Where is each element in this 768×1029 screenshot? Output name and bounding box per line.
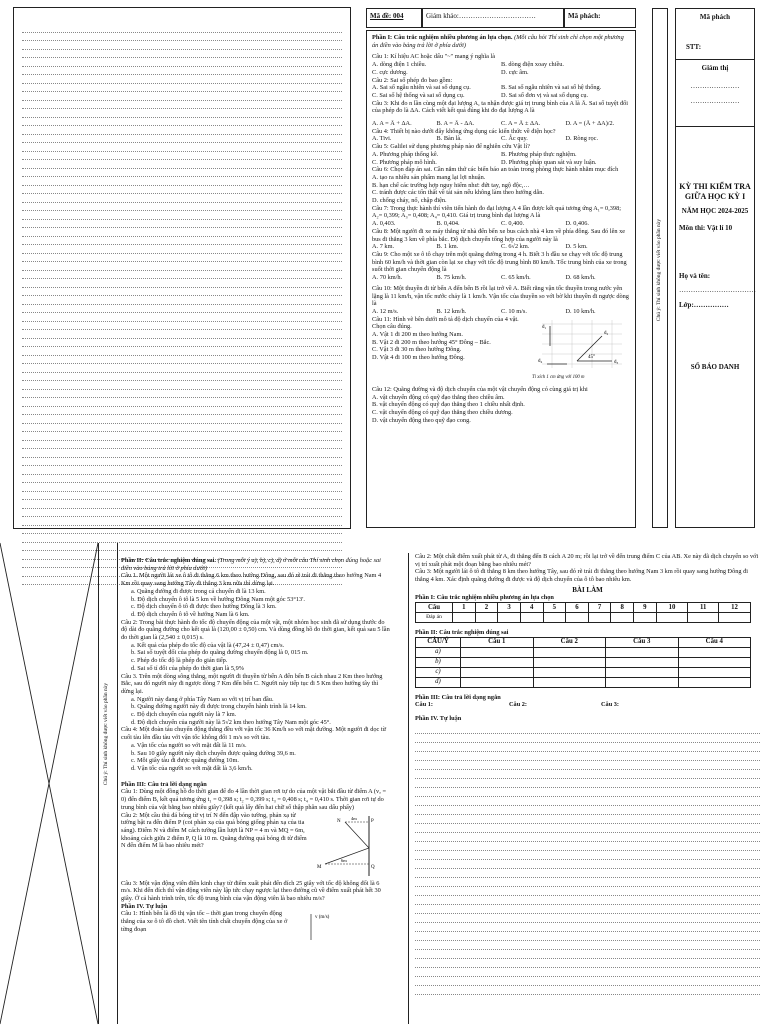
p2-q4-c: c. Mỗi giây tàu đi được quãng đường 10m.: [131, 757, 239, 765]
essay-line[interactable]: [415, 887, 760, 896]
p2-question-2: Câu 2: Trong bài thực hành đo tốc độ chuyển động của một vật, một nhóm học sinh đã sử dụng thước đo độ dài đo quãng đường cho kết quả là (120,00 ± 0,50) cm. Và dùng đồng hồ đo thời gian, kết quả sau 5 lần đo thời gian là (2,540 ± 0,015) s.: [121, 618, 390, 642]
p2-answer-cell[interactable]: [533, 657, 606, 667]
left-side-note: Chú ý: Thí sinh không được viết vào phần này: [103, 683, 109, 786]
writing-line[interactable]: [22, 364, 342, 373]
essay-line[interactable]: [415, 869, 760, 878]
essay-line[interactable]: [415, 761, 760, 770]
question-11: Câu 11: Hình vẽ bên dưới mô tả độ dịch chuyển của 4 vật. Chọn câu đúng.: [372, 315, 519, 331]
q4-option-d: D. Ròng rọc.: [565, 135, 599, 143]
writing-line[interactable]: [22, 483, 342, 492]
question-3: Câu 3: Khi đo n lần cùng một đại lượng A, ta nhận được giá trị trung bình của A là Ā. Sai số tuyệt đối của phép đo là ΔA. Cách viết kết quả đúng khi đo đại lượng A là: [372, 99, 629, 115]
q11-option-c: C. Vật 3 đi 30 m theo hướng Đông.: [372, 346, 462, 354]
writing-line[interactable]: [22, 415, 342, 424]
writing-line[interactable]: [22, 211, 342, 220]
q7-option-b: B. 0,404.: [436, 220, 460, 228]
p2-table-head: Câu 3: [606, 637, 679, 647]
name-dots: ……………………………: [679, 286, 756, 295]
p4-question-3: Câu 3: Một người lái ô tô đi thẳng 8 km theo hướng Tây, sau đó rẽ trái đi thẳng theo hướng Nam 3 km rồi quay sang hướng Đông đi thẳng 4 km. Xác định quãng đường đi được và độ dịch chuyển của ô tô bao nhiêu km.: [415, 568, 749, 584]
question-7: Câu 7: Trong thực hành thí viên tiến hành đo đại lượng A 4 lần được kết quả tương ứng A₁= 0,398; A₂= 0,399; A₃= 0,408; A₄= 0,410. Giá trị trung bình đại lượng A là: [372, 204, 621, 220]
answer-sheet: [408, 553, 760, 1024]
q2-option-c: C. Sai số hệ thống và sai số dụng cụ.: [372, 91, 465, 99]
writing-line[interactable]: [22, 381, 342, 390]
q2-option-d: D. Sai số đơn vị và sai số dụng cụ.: [501, 91, 589, 99]
writing-line[interactable]: [22, 339, 342, 348]
essay-line[interactable]: [415, 815, 760, 824]
q3-option-d: D. A = (Ā + ΔA)/2.: [565, 120, 615, 128]
p2-question-1: Câu 1. Một người lái xe ô tô đi thẳng 6 km theo hướng Đông, sau đó rẽ trái đi thẳng theo hướng Nam 4 Km rồi quay sang hướng Tây đi thẳng 3 km nữa thì dừng lại.: [121, 572, 382, 588]
p2-answer-cell[interactable]: [461, 667, 534, 677]
sheet-part4-title: Phần IV. Tự luận: [415, 715, 462, 723]
p2-table-row: [416, 677, 751, 687]
exam-header: [366, 8, 636, 28]
writing-line[interactable]: [22, 390, 342, 399]
p2-row-label: a): [416, 647, 461, 657]
writing-line[interactable]: [22, 118, 342, 127]
p2-q2-d: d. Sai số tỉ đối của phép đo thời gian là 5,9%: [131, 664, 244, 672]
writing-line[interactable]: [22, 313, 342, 322]
stt-label: STT:: [686, 43, 702, 51]
p2-q1-d: d. Độ dịch chuyển ô tô về hướng Nam là 6 km.: [131, 610, 250, 618]
part2-answer-table: [415, 637, 751, 688]
p2-question-4: Câu 4: Một đoàn tàu chuyển động thẳng đều với vận tốc 36 Km/h so với mặt đường. Một người đi dọc từ cuối tàu lên đầu tàu với vận tốc không đổi 1 m/s so với tàu.: [121, 726, 387, 742]
p3-answer-3: Câu 3:: [601, 701, 620, 709]
p2-q2-a: a. Kết quả của phép đo tốc độ của vật là (47,24 ± 0,47) cm/s.: [131, 641, 285, 649]
writing-line[interactable]: [22, 475, 342, 484]
q10-option-a: A. 12 m/s.: [372, 307, 399, 315]
part1-note: (Mỗi câu hỏi Thí sinh chỉ chọn một phương án điền vào bảng trả lời ở phía dưới): [372, 34, 624, 49]
giam-thi-dots-2: …………………: [690, 96, 740, 105]
table-head-col: 8: [611, 602, 634, 612]
cut-strip: [652, 8, 668, 528]
p2-table-head: Câu 1: [461, 637, 534, 647]
essay-line[interactable]: [415, 734, 760, 743]
table-head-col: 2: [475, 602, 498, 612]
sheet-part3-title: Phần III: Câu trả lời dạng ngắn: [415, 693, 501, 701]
essay-line[interactable]: [415, 941, 760, 950]
p2-table-row: [416, 647, 751, 657]
essay-line[interactable]: [415, 914, 760, 923]
ma-phach-label: Mã phách: [699, 13, 731, 21]
p2-answer-cell[interactable]: [606, 657, 679, 667]
writing-line[interactable]: [22, 177, 342, 186]
writing-line[interactable]: [22, 24, 342, 33]
name-label: Họ và tên:: [679, 272, 711, 280]
table-head-col: 3: [498, 602, 521, 612]
side-note: Chú ý: Thí sinh không được viết vào phần này: [656, 219, 662, 322]
p4-question-2: Câu 2: Một chất điểm xuất phát từ A, đi thẳng đến B cách A 20 m; rồi lại trở về đến trung điểm C của AB. Xe này đã dịch chuyển so với vị trí xuất phát một đoạn bằng bao nhiêu mét?: [415, 553, 759, 568]
table-head-col: 7: [588, 602, 611, 612]
student-info-panel: [675, 8, 755, 528]
answer-cell[interactable]: [543, 612, 566, 622]
answer-cell[interactable]: [634, 612, 657, 622]
p2-q1-a: a. Quãng đường đi được trong cả chuyến đi là 13 km.: [131, 587, 266, 595]
essay-line[interactable]: [415, 977, 760, 986]
writing-line[interactable]: [22, 135, 342, 144]
table-head-col: 10: [656, 602, 688, 612]
question-10: Câu 10: Một thuyền đi từ bến A đến bến B rồi lại trở về A. Biết rằng vận tốc thuyền trong nước yên lặng là 11 km/h, vận tốc nước chảy là 1 km/h. Vận tốc của thuyền so với bờ khi thuyền đi ngược dòng là: [372, 284, 629, 308]
p2-answer-cell[interactable]: [533, 667, 606, 677]
p2-q3-b: b. Quãng đường người này đi được trong chuyến hành trình là 14 km.: [131, 703, 307, 711]
fig-label-p: P: [371, 818, 374, 824]
writing-line[interactable]: [22, 33, 342, 42]
part1-title: Phần I: Câu trắc nghiệm nhiều phương án lựa chọn.: [372, 34, 513, 41]
q11-option-a: A. Vật 1 đi 200 m theo hướng Nam.: [372, 331, 463, 339]
q8-option-a: A. 7 km.: [372, 243, 395, 251]
figure-caption: Tỉ xích 1 cm ứng với 100 m: [532, 375, 585, 381]
p2-q4-b: b. Sau 10 giây người này dịch chuyển được quãng đường 39,6 m.: [131, 749, 296, 757]
p2-answer-cell[interactable]: [606, 647, 679, 657]
q10-option-b: B. 12 km/h.: [436, 307, 467, 315]
q1-option-d: D. cực âm.: [501, 68, 529, 76]
writing-line[interactable]: [22, 245, 342, 254]
vector-label-d3: d₃: [614, 359, 619, 365]
p2-q3-a: a. Người này đang ở phía Tây Nam so với vị trí ban đầu.: [131, 695, 274, 703]
q9-option-d: D. 68 km/h.: [565, 274, 596, 282]
q7-option-d: D. 0,406.: [565, 220, 589, 228]
q2-option-a: A. Sai số ngẫu nhiên và sai số dụng cụ.: [372, 84, 471, 92]
question-5: Câu 5: Galilei sử dụng phương pháp nào để nghiên cứu Vật lí?: [372, 143, 530, 151]
writing-line[interactable]: [22, 143, 342, 152]
q7-option-a: A. 0,403.: [372, 220, 396, 228]
q3-option-a: A. A = Ā + ΔA.: [372, 120, 412, 128]
q4-option-c: C. Ắc quy.: [501, 135, 528, 143]
essay-line[interactable]: [415, 860, 760, 869]
q5-option-c: C. Phương pháp mô hình.: [372, 158, 437, 166]
writing-line[interactable]: [22, 41, 342, 50]
p2-answer-cell[interactable]: [678, 667, 751, 677]
q12-option-d: D. vật chuyển động theo quỹ đạo cong.: [372, 416, 471, 424]
p3-question-2: Câu 2: Một cầu thủ đá bóng từ vị trí N đến đập vào tường, phản xạ từ tường bật ra đến điểm P (coi phản xạ của quả bóng giống phản xạ của tia sáng). Điểm N và điểm M cách tường lần lượt là NP = 4 m và MQ = 6m, khoảng cách giữa 2 điểm P, Q là 10 m. Quãng đường quả bóng đi từ điểm N đến điểm M là bao nhiêu mét?: [121, 811, 307, 850]
table-head-col: 12: [719, 602, 751, 612]
writing-line[interactable]: [22, 92, 342, 101]
writing-line[interactable]: [22, 152, 342, 161]
writing-line[interactable]: [22, 220, 342, 229]
table-head-col: 1: [453, 602, 476, 612]
crossed-box: [0, 543, 98, 1024]
q8-option-c: C. 6√2 km.: [501, 243, 530, 251]
fig-label-m: M: [317, 864, 322, 870]
q2-option-b: B. Sai số ngẫu nhiên và sai số hệ thống.: [501, 84, 602, 92]
table-label-dap-an: Đáp án: [416, 612, 453, 622]
answer-cell[interactable]: [475, 612, 498, 622]
giam-khao-cell: Giám khảo:……………………………: [422, 8, 564, 28]
question-12: Câu 12: Quãng đường và độ dịch chuyển của một vật chuyển động có cùng giá trị khi: [372, 386, 588, 394]
q9-option-b: B. 75 km/h.: [436, 274, 467, 282]
q5-option-b: B. Phương pháp thực nghiệm.: [501, 150, 577, 158]
q12-option-a: A. vật chuyển động có quỹ đạo thẳng theo chiều âm.: [372, 393, 505, 401]
question-4: Câu 4: Thiết bị nào dưới đây không ứng dụng các kiến thức về điện học?: [372, 127, 556, 135]
p2-answer-cell[interactable]: [461, 647, 534, 657]
q1-option-c: C. cực dương.: [372, 68, 408, 76]
q4-option-b: B. Bàn là.: [436, 135, 462, 143]
table-head-col: 9: [634, 602, 657, 612]
answer-cell[interactable]: [520, 612, 543, 622]
essay-line[interactable]: [415, 743, 760, 752]
writing-line[interactable]: [22, 398, 342, 407]
p2-answer-cell[interactable]: [533, 647, 606, 657]
q6-option-c: C. tránh được các tổn thất về tài sản nếu không làm theo hướng dẫn.: [372, 189, 544, 197]
displacement-figure: [532, 316, 630, 382]
essay-line[interactable]: [415, 923, 760, 932]
p2-row-label: d): [416, 677, 461, 687]
table-head-col: 4: [520, 602, 543, 612]
q9-option-a: A. 70 km/h.: [372, 274, 403, 282]
ball-reflection-figure: [311, 812, 381, 880]
writing-line[interactable]: [22, 67, 342, 76]
subject: Môn thi: Vật lí 10: [679, 223, 733, 232]
part1-answer-table: [415, 602, 751, 623]
p2-table-row: [416, 667, 751, 677]
essay-line[interactable]: [415, 905, 760, 914]
p2-q4-d: d. Vận tốc của người so với mặt đất là 3,6 km/h.: [131, 764, 253, 772]
q6-option-b: B. hạn chế các trường hợp nguy hiểm như: đứt tay, ngộ độc,…: [372, 181, 530, 189]
writing-line[interactable]: [22, 509, 342, 518]
essay-line[interactable]: [415, 797, 760, 806]
essay-line[interactable]: [415, 788, 760, 797]
answer-cell[interactable]: [688, 612, 719, 622]
writing-line[interactable]: [22, 262, 342, 271]
writing-line[interactable]: [22, 458, 342, 467]
ma-de-cell: Mã đề: 004: [366, 8, 422, 28]
p2-row-label: c): [416, 667, 461, 677]
essay-line[interactable]: [415, 896, 760, 905]
p2-q3-d: d. Độ dịch chuyển của người này là 5√2 km theo hướng Tây Nam một góc 45°.: [131, 718, 331, 726]
writing-line[interactable]: [22, 109, 342, 118]
essay-line[interactable]: [415, 752, 760, 761]
p2-q4-a: a. Vận tốc của người so với mặt đất là 11 m/s.: [131, 741, 247, 749]
velocity-graph: [291, 910, 361, 940]
writing-line[interactable]: [22, 186, 342, 195]
p2-q3-c: c. Độ dịch chuyển của người này là 7 km.: [131, 711, 237, 719]
p3-question-3: Câu 3: Một vận động viên điền kinh chạy từ điểm xuất phát đến đích 25 giây với tốc độ không đổi là 6 m/s. Khi đến đích thì vận động viên này lập tức chạy ngược lại theo đường cũ về điểm xuất phát hết 30 giây. Ở cả hành trình trên, tốc độ trung bình của vận động viên là bao nhiêu m/s?: [121, 879, 381, 902]
writing-line[interactable]: [22, 347, 342, 356]
part4-title: Phần IV. Tự luận: [121, 902, 168, 910]
p2-q1-c: c. Độ dịch chuyển ô tô đi được theo hướng Đông là 3 km.: [131, 603, 277, 611]
answer-cell[interactable]: [611, 612, 634, 622]
table-head-col: 5: [543, 602, 566, 612]
writing-line[interactable]: [22, 254, 342, 263]
question-8: Câu 8: Một người đi xe máy thẳng từ nhà đến bến xe bus cách nhà 4 km về phía đông. Sau đó lên xe bus đi thẳng 3 km về phía bắc. Độ dịch chuyển tổng hợp của người này là: [372, 227, 626, 243]
part2-title: Phần II: Câu trắc nghiệm đúng sai.: [121, 557, 216, 564]
question-2: Câu 2: Sai số phép đo bao gồm:: [372, 76, 453, 84]
essay-line[interactable]: [415, 959, 760, 968]
essay-line[interactable]: [415, 725, 760, 734]
q8-option-b: B. 1 km.: [436, 243, 459, 251]
writing-line[interactable]: [22, 322, 342, 331]
answer-cell[interactable]: [588, 612, 611, 622]
p2-table-row: [416, 657, 751, 667]
fig-label-n: N: [337, 818, 341, 824]
p4-question-1: Câu 1: Hình bên là đồ thị vận tốc – thời gian trong chuyển động thẳng của xe ô tô đồ chơi. Viết tên tính chất chuyển động của xe ở từng đoạn: [121, 910, 288, 933]
p2-q2-c: c. Phép đo tốc độ là phép đo gián tiếp.: [131, 657, 228, 665]
essay-line[interactable]: [415, 986, 760, 995]
essay-line[interactable]: [415, 851, 760, 860]
answer-cell[interactable]: [566, 612, 589, 622]
answer-cell[interactable]: [719, 612, 751, 622]
q1-option-b: B. dòng điện xoay chiều.: [501, 61, 564, 69]
q3-option-c: C. A = Ā ± ΔA.: [501, 120, 541, 128]
exam-title: KỲ THI KIỂM TRA GIỮA HỌC KỲ I: [679, 182, 751, 201]
q11-option-b: B. Vật 2 đi 200 m theo hướng 45° Đông – Bắc.: [372, 338, 491, 346]
writing-line[interactable]: [22, 330, 342, 339]
writing-line[interactable]: [22, 534, 342, 543]
writing-line[interactable]: [22, 194, 342, 203]
essay-line[interactable]: [415, 833, 760, 842]
p2-table-head: Câu 2: [533, 637, 606, 647]
left-separator: [98, 543, 118, 1024]
essay-line[interactable]: [415, 770, 760, 779]
essay-line[interactable]: [415, 779, 760, 788]
p3-answer-1: Câu 1:: [415, 701, 434, 709]
q10-option-c: C. 10 m/s.: [501, 307, 527, 315]
p2-answer-cell[interactable]: [606, 677, 679, 687]
writing-line[interactable]: [22, 432, 342, 441]
essay-line[interactable]: [415, 932, 760, 941]
graph-axis-label: v (m/s): [315, 915, 330, 921]
writing-line[interactable]: [22, 288, 342, 297]
writing-lines: [22, 24, 342, 585]
sheet-part2-title: Phần II: Câu trắc nghiệm đúng sai: [415, 628, 509, 636]
essay-line[interactable]: [415, 806, 760, 815]
p3-answer-2: Câu 2:: [509, 701, 528, 709]
giam-thi-label: Giám thị: [701, 64, 729, 72]
p2-row-label: b): [416, 657, 461, 667]
essay-line[interactable]: [415, 878, 760, 887]
displacement-vectors-svg: [532, 316, 630, 372]
q6-option-a: A. tạo ra nhiều sản phẩm mang lại lợi nhuận.: [372, 173, 486, 181]
fig-label-4m: 4m: [351, 815, 357, 821]
writing-line[interactable]: [22, 500, 342, 509]
q1-option-a: A. dòng điện 1 chiều.: [372, 61, 427, 69]
essay-line[interactable]: [415, 950, 760, 959]
writing-line[interactable]: [22, 58, 342, 67]
writing-line[interactable]: [22, 84, 342, 93]
p2-question-3: Câu 3. Trên một dòng sông thẳng, một người đi thuyền từ bến A đến bến B cách nhau 2 Km theo hướng Bắc, sau đó người này đi ngược dòng 7 Km đến bến C. Người này tiếp tục đi 5 Km theo hướng tây thì dừng lại.: [121, 672, 383, 695]
question-1: Câu 1: Kí hiệu AC hoặc dấu "~" mang ý nghĩa là: [372, 53, 496, 61]
bai-lam-title: BÀI LÀM: [572, 585, 603, 594]
writing-line[interactable]: [22, 160, 342, 169]
vector-label-d4: d₄: [538, 358, 543, 364]
essay-lines: [415, 725, 760, 995]
writing-line[interactable]: [22, 356, 342, 365]
sbd-label: SỐ BÁO DANH: [690, 363, 740, 372]
q10-option-d: D. 10 km/h.: [565, 307, 596, 315]
p2-table-head: CÂU/Ý: [416, 637, 461, 647]
writing-line[interactable]: [22, 126, 342, 135]
writing-line[interactable]: [22, 526, 342, 535]
writing-line[interactable]: [22, 407, 342, 416]
writing-line[interactable]: [22, 441, 342, 450]
q12-option-c: C. vật chuyển động có quỹ đạo thẳng theo chiều dương.: [372, 409, 513, 417]
part3-title: Phần III: Câu trả lời dạng ngắn: [121, 780, 207, 788]
part2-3-column: [121, 557, 391, 1024]
question-6: Câu 6: Chọn đáp án sai. Cần nắm thứ các biển báo an toàn trong phòng thực hành nhằm mục đích: [372, 166, 619, 174]
writing-line[interactable]: [22, 296, 342, 305]
ma-phach-cell: Mã phách:: [564, 8, 636, 28]
q11-option-d: D. Vật 4 đi 100 m theo hướng Đông.: [372, 354, 465, 362]
writing-line[interactable]: [22, 203, 342, 212]
writing-line[interactable]: [22, 492, 342, 501]
table-head-col: 11: [688, 602, 719, 612]
top-left-writing-box: [13, 7, 351, 529]
writing-line[interactable]: [22, 75, 342, 84]
p2-answer-cell[interactable]: [461, 657, 534, 667]
school-year: NĂM HỌC 2024-2025: [681, 207, 749, 216]
p2-answer-cell[interactable]: [533, 677, 606, 687]
answer-cell[interactable]: [656, 612, 688, 622]
class-label: Lớp:……………: [679, 300, 729, 309]
writing-line[interactable]: [22, 228, 342, 237]
writing-line[interactable]: [22, 237, 342, 246]
table-head-col: 6: [566, 602, 589, 612]
p2-q1-b: b. Độ dịch chuyển ô tô là 5 km về hướng Đông Nam một góc 53°13'.: [131, 595, 305, 603]
essay-line[interactable]: [415, 824, 760, 833]
p2-table-head: Câu 4: [678, 637, 751, 647]
essay-line[interactable]: [415, 842, 760, 851]
writing-line[interactable]: [22, 279, 342, 288]
part2-note: (Trong mỗi ý a), b), c), d) ở mỗi câu Thí sinh chọn đúng hoặc sai điền vào bảng trả lời ở phía dưới): [121, 557, 381, 572]
q6-option-d: D. chống cháy, nổ, chập điện.: [372, 197, 447, 205]
writing-line[interactable]: [22, 169, 342, 178]
q12-option-b: B. vật chuyển động có quỹ đạo thẳng theo 1 chiều nhất định.: [372, 401, 525, 409]
q4-option-a: A. Tivi.: [372, 135, 392, 143]
writing-line[interactable]: [22, 305, 342, 314]
p2-answer-cell[interactable]: [606, 667, 679, 677]
p3-question-1: Câu 1: Dùng một đồng hồ đo thời gian để đo 4 lần thời gian rơi tự do của một vật bắt đầu từ điểm A (vₐ = 0) đến điểm B, kết quả tương ứng t₁ = 0,398 s; t₂ = 0,399 s; t₃ = 0,408 s; t₄ = 0,410 s. Thời gian rơi tự do trung bình của vật bằng bao nhiêu giây? (kết quả lấy đến hai chữ số thập phân sau dấu phẩy): [121, 788, 387, 811]
fig-label-q: Q: [371, 864, 375, 870]
cross-lines-svg: [0, 543, 98, 1024]
writing-line[interactable]: [22, 466, 342, 475]
q3-option-b: B. A = Ā - ΔA.: [436, 120, 475, 128]
part1-box: [366, 30, 636, 528]
sheet-part1-title: Phần I: Câu trắc nghiệm nhiều phương án lựa chọn: [415, 594, 554, 602]
giam-thi-dots-1: …………………: [690, 82, 740, 91]
question-9: Câu 9: Cho một xe ô tô chạy trên một quãng đường trong 4 h. Biết 3 h đầu xe chạy với tốc độ trung bình 60 km/h và thời gian còn lại xe chạy với tốc độ trung bình 80 km/h. Tốc trung bình của xe trong suốt thời gian chuyển động là: [372, 250, 627, 274]
q5-option-a: A. Phương pháp thống kê.: [372, 150, 439, 158]
angle-label: 45°: [588, 354, 595, 360]
p2-answer-cell[interactable]: [461, 677, 534, 687]
table-head-cau: Câu: [416, 602, 453, 612]
q7-option-c: C. 0,400.: [501, 220, 525, 228]
writing-line[interactable]: [22, 373, 342, 382]
answer-cell[interactable]: [498, 612, 521, 622]
writing-line[interactable]: [22, 50, 342, 59]
vector-label-d2: d₂: [604, 330, 609, 336]
writing-line[interactable]: [22, 449, 342, 458]
essay-line[interactable]: [415, 968, 760, 977]
p2-answer-cell[interactable]: [678, 647, 751, 657]
q8-option-d: D. 5 km.: [565, 243, 588, 251]
p2-answer-cell[interactable]: [678, 657, 751, 667]
q9-option-c: C. 65 km/h.: [501, 274, 531, 282]
fig-label-6m: 6m: [341, 857, 347, 863]
writing-line[interactable]: [22, 271, 342, 280]
q5-option-d: D. Phương pháp quan sát và suy luận.: [501, 158, 597, 166]
p2-answer-cell[interactable]: [678, 677, 751, 687]
answer-cell[interactable]: [453, 612, 476, 622]
p2-q2-b: b. Sai số tuyệt đối của phép đo quãng đường chuyển động là 0, 015 m.: [131, 649, 309, 657]
vector-label-d1: d₁: [542, 324, 547, 330]
writing-line[interactable]: [22, 101, 342, 110]
writing-line[interactable]: [22, 424, 342, 433]
writing-line[interactable]: [22, 517, 342, 526]
